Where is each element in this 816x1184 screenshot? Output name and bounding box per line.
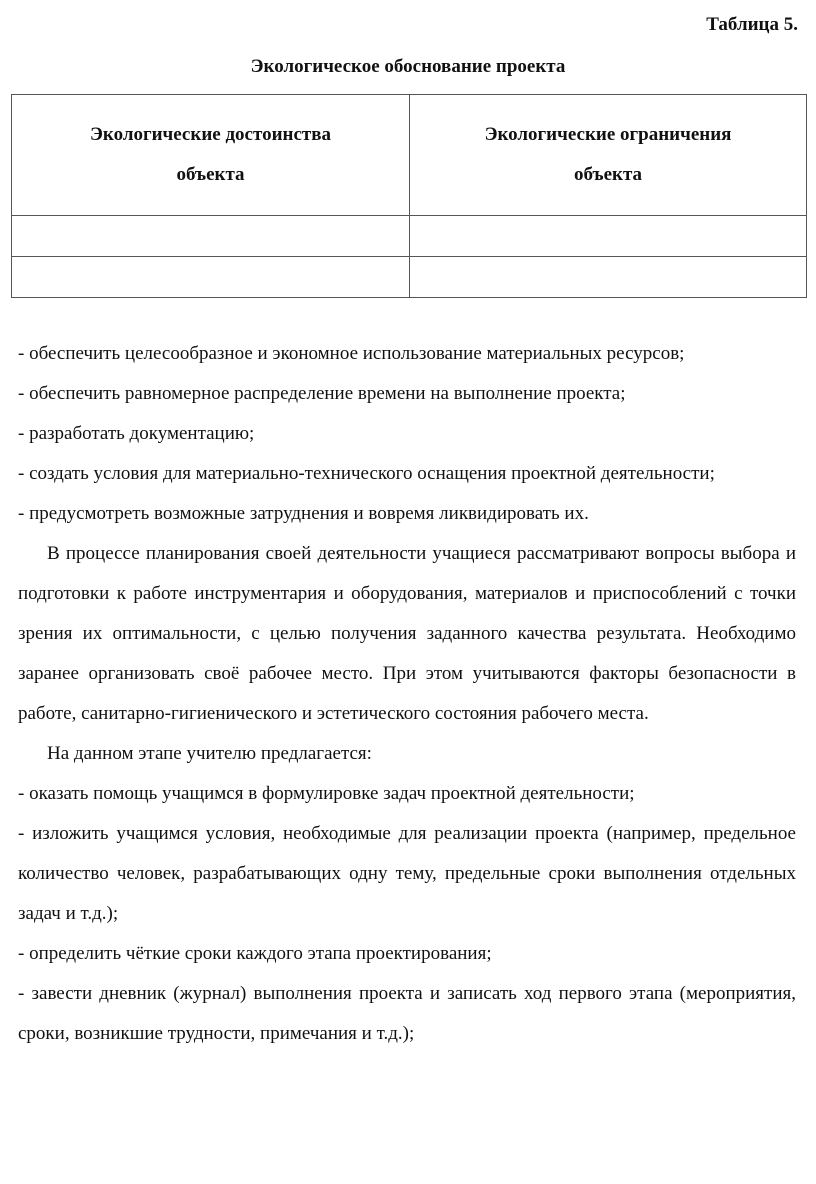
- table-number-label: Таблица 5.: [706, 14, 798, 35]
- table-cell: [12, 257, 410, 298]
- list-item: - завести дневник (журнал) выполнения проекта и записать ход первого этапа (мероприятия, сроки, возникшие трудности, примечания и т.д.);: [18, 983, 796, 1044]
- table-cell: [410, 216, 807, 257]
- table-cell: [12, 216, 410, 257]
- list-item: - изложить учащимся условия, необходимые для реализации проекта (например, предельное количество человек, разрабатывающих одну тему, предельные сроки выполнения отдельных задач и т.д.);: [18, 823, 796, 924]
- body-text: [18, 334, 796, 1054]
- list-item: - разработать документацию;: [18, 423, 255, 444]
- header-advantages-line1: Экологические достоинства: [89, 124, 331, 145]
- table-cell: [410, 257, 807, 298]
- header-limitations-line1: Экологические ограничения: [484, 124, 732, 145]
- header-limitations-line2: объекта: [573, 164, 643, 185]
- header-advantages: [12, 95, 410, 216]
- list-item: - предусмотреть возможные затруднения и вовремя ликвидировать их.: [18, 503, 589, 524]
- table-caption: Экологическое обоснование проекта: [250, 56, 566, 77]
- list-item: - оказать помощь учащимся в формулировке задач проектной деятельности;: [18, 783, 635, 804]
- header-limitations: [410, 95, 807, 216]
- ecology-table: [11, 94, 807, 298]
- body-paragraph: На данном этапе учителю предлагается:: [47, 743, 372, 764]
- table-header-row: [12, 95, 807, 216]
- list-item: - определить чёткие сроки каждого этапа проектирования;: [18, 943, 492, 964]
- list-item: - обеспечить целесообразное и экономное использование материальных ресурсов;: [18, 343, 685, 364]
- table-row: [12, 257, 807, 298]
- list-item: - создать условия для материально-технического оснащения проектной деятельности;: [18, 463, 715, 484]
- table-row: [12, 216, 807, 257]
- body-paragraph: В процессе планирования своей деятельности учащиеся рассматривают вопросы выбора и подготовки к работе инструментария и оборудования, материалов и приспособлений с точки зрения их оптимальности, с целью получения заданного качества результата. Необходимо заранее организовать своё рабочее место. При этом учитываются факторы безопасности в работе, санитарно-гигиенического и эстетического состояния рабочего места.: [18, 543, 796, 724]
- header-advantages-line2: объекта: [176, 164, 245, 185]
- list-item: - обеспечить равномерное распределение времени на выполнение проекта;: [18, 383, 626, 404]
